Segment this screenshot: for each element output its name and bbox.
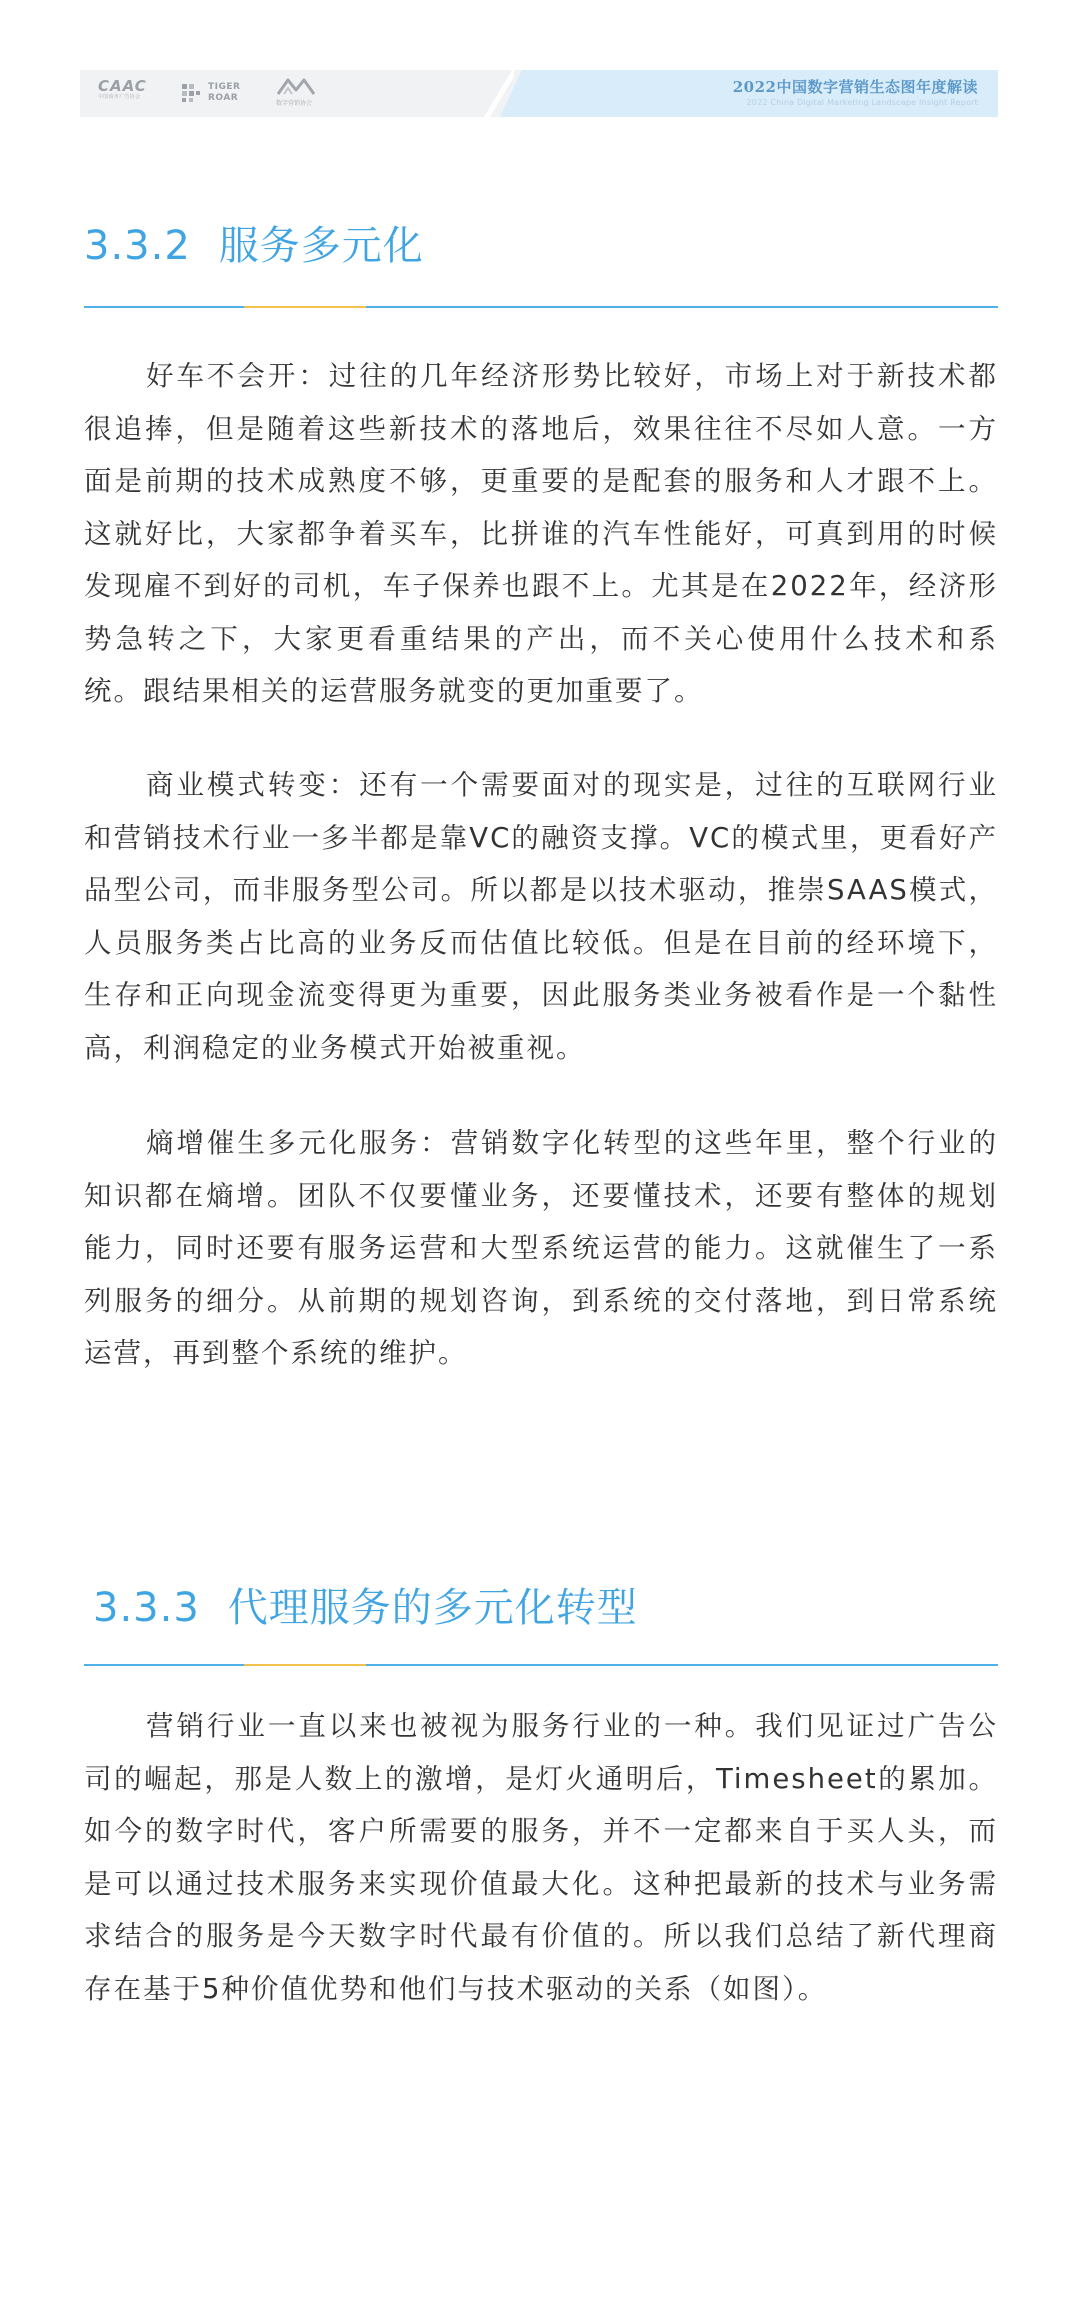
header-banner: [80, 70, 998, 117]
section-divider-accent: [244, 1664, 366, 1666]
section-heading: [93, 1584, 638, 1632]
tiger-logo-icon: [180, 82, 202, 104]
report-title: 2022中国数字营销生态图年度解读: [732, 78, 978, 96]
mountain-logo-icon: [276, 76, 316, 96]
paragraph: 好车不会开：过往的几年经济形势比较好，市场上对于新技术都很追捧，但是随着这些新技术的落地后，效果往往不尽如人意。一方面是前期的技术成熟度不够，更重要的是配套的服务和人才跟不上。这就好比，大家都争着买车，比拼谁的汽车性能好，可真到用的时候发现雇不到好的司机，车子保养也跟不上。尤其是在2022年，经济形势急转之下，大家更看重结果的产出，而不关心使用什么技术和系统。跟结果相关的运营服务就变的更加重要了。: [84, 360, 998, 707]
association-logo: 数字营销协会: [276, 76, 336, 110]
section-heading: [84, 222, 424, 270]
section-divider: [84, 1664, 998, 1666]
paragraph: 营销行业一直以来也被视为服务行业的一种。我们见证过广告公司的崛起，那是人数上的激增，是灯火通明后，Timesheet的累加。如今的数字时代，客户所需要的服务，并不一定都来自于买人头，而是可以通过技术服务来实现价值最大化。这种把最新的技术与业务需求结合的服务是今天数字时代最有价值的。所以我们总结了新代理商存在基于5种价值优势和他们与技术驱动的关系（如图）。: [84, 1710, 998, 2005]
caac-logo: CAAC 中国商务广告协会: [98, 77, 147, 100]
paragraph: 商业模式转变：还有一个需要面对的现实是，过往的互联网行业和营销技术行业一多半都是靠VC的融资支撑。VC的模式里，更看好产品型公司，而非服务型公司。所以都是以技术驱动，推崇SAAS模式，人员服务类占比高的业务反而估值比较低。但是在目前的经环境下，生存和正向现金流变得更为重要，因此服务类业务被看作是一个黏性高，利润稳定的业务模式开始被重视。: [84, 769, 998, 1064]
section-divider-accent: [244, 306, 366, 308]
report-subtitle: 2022 China Digital Marketing Landscape Insight Report: [746, 98, 978, 107]
section-title: 服务多元化: [218, 223, 424, 269]
section-number: 3.3.2: [84, 223, 191, 269]
tiger-roar-logo: TIGER ROAR: [180, 78, 260, 110]
paragraph: 熵增催生多元化服务：营销数字化转型的这些年里，整个行业的知识都在熵增。团队不仅要懂业务，还要懂技术，还要有整体的规划能力，同时还要有服务运营和大型系统运营的能力。这就催生了一系列服务的细分。从前期的规划咨询，到系统的交付落地，到日常系统运营，再到整个系统的维护。: [84, 1127, 998, 1369]
section-divider: [84, 306, 998, 308]
section-number: 3.3.3: [93, 1585, 200, 1631]
section-title: 代理服务的多元化转型: [227, 1585, 638, 1631]
